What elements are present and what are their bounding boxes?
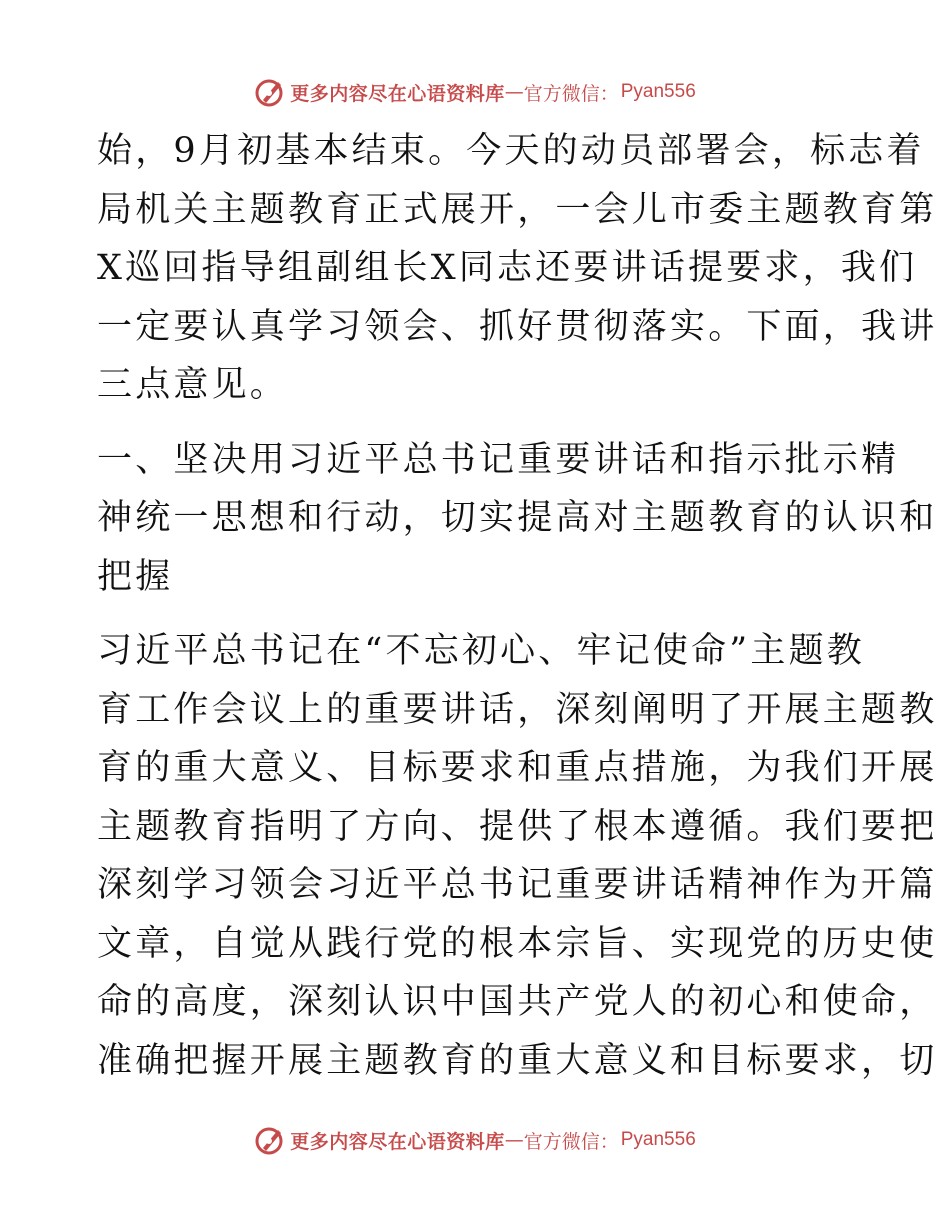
banner-wechat-label: 官方微信： — [523, 1130, 619, 1153]
text-line: 育的重大意义、目标要求和重点措施，为我们开展 — [97, 748, 938, 788]
banner-title: 更多内容尽在心语资料库 — [290, 82, 505, 105]
banner-wechat-id: Pyan556 — [620, 1129, 696, 1150]
section-heading — [97, 431, 938, 607]
paragraph-intro — [97, 122, 938, 415]
paragraph-body — [97, 622, 938, 1090]
heading-line: 一、坚决用习近平总书记重要讲话和指示批示精 — [97, 439, 900, 480]
document-body — [97, 122, 938, 1090]
text-line: 三点意见。 — [97, 365, 289, 405]
text-line: 命的高度，深刻认识中国共产党人的初心和使命， — [97, 982, 938, 1022]
text-line: 文章，自觉从践行党的根本宗旨、实现党的历史使 — [97, 923, 938, 964]
text-line: 一定要认真学习领会、抓好贯彻落实。下面，我讲 — [97, 306, 938, 347]
banner-title: 更多内容尽在心语资料库 — [290, 1130, 505, 1153]
text-line: 始，9月初基本结束。今天的动员部署会，标志着 — [97, 131, 925, 171]
text-line: 深刻学习领会习近平总书记重要讲话精神作为开篇 — [97, 865, 938, 905]
heading-line: 把握 — [97, 556, 174, 597]
pen-logo-icon — [254, 76, 286, 108]
text-line: 主题教育指明了方向、提供了根本遵循。我们要把 — [97, 806, 938, 847]
pen-logo-icon — [254, 1124, 286, 1156]
banner-wechat-id: Pyan556 — [620, 81, 696, 102]
header-banner — [0, 72, 950, 112]
footer-banner — [0, 1120, 950, 1160]
text-line: 育工作会议上的重要讲话，深刻阐明了开展主题教 — [97, 689, 938, 730]
banner-dash: — — [504, 1129, 524, 1151]
text-line: 准确把握开展主题教育的重大意义和目标要求，切 — [97, 1040, 938, 1081]
text-line: 局机关主题教育正式展开，一会儿市委主题教育第 — [97, 189, 938, 230]
text-line: 习近平总书记在“不忘初心、牢记使命”主题教 — [97, 631, 865, 671]
text-line: X巡回指导组副组长X同志还要讲话提要求，我们 — [97, 248, 918, 288]
banner-wechat-label: 官方微信： — [523, 82, 619, 105]
heading-line: 神统一思想和行动，切实提高对主题教育的认识和 — [97, 498, 938, 538]
banner-dash: — — [504, 81, 524, 103]
